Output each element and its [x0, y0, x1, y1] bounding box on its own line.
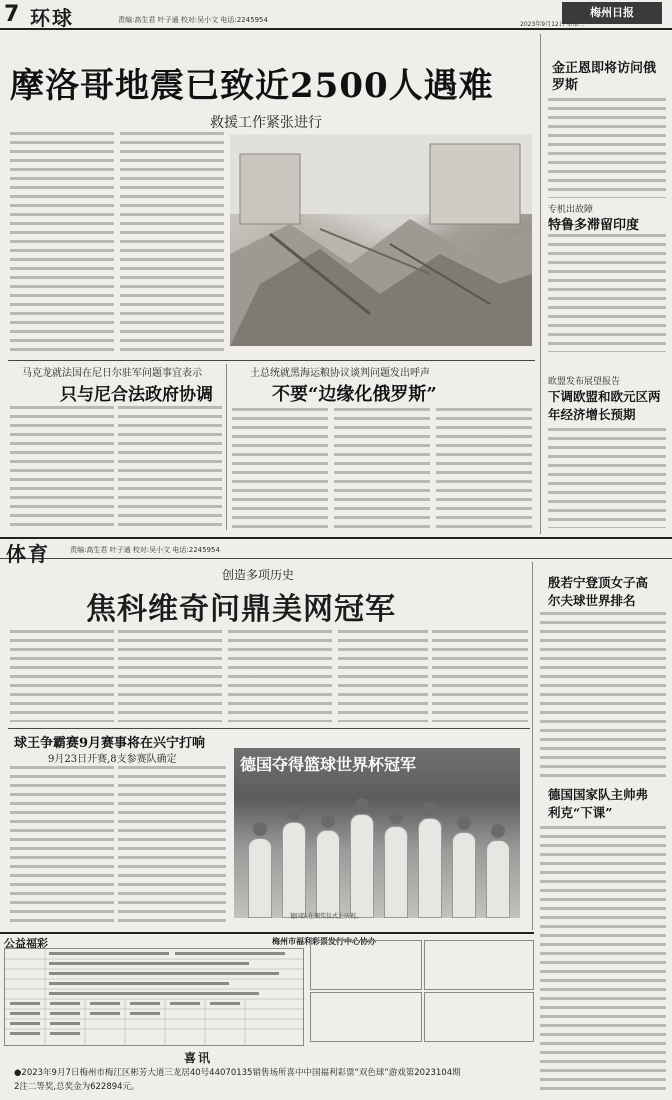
basketball-photo-banner: 德国夺得篮球世界杯冠军 [240, 755, 417, 774]
mid-left-kicker: 马克龙就法国在尼日尔驻军问题事宜表示 [22, 368, 202, 379]
mid-left-title: 只与尼合法政府协调 [60, 385, 213, 405]
right-article-3-title: 下调欧盟和欧元区两年经济增长预期 [548, 389, 661, 422]
good-news-text: ●2023年9月7日梅州市梅江区彬芳大道三龙居40号44070135销售场所喜中中国福利彩票“双色球”游戏第2023104期2注二等奖,总奖金为622894元。 [14, 1068, 461, 1092]
sports-text5 [432, 630, 528, 722]
rubble-illustration [230, 134, 532, 346]
mid-right-text3 [436, 408, 532, 528]
right-article-3-kicker: 欧盟发布展望报告 [548, 377, 621, 387]
sports-sub1-text2 [118, 766, 226, 924]
sports-kicker: 创造多项历史 [222, 568, 295, 582]
sports-sub1-subtitle: 9月23日开赛,8支参赛队确定 [48, 754, 177, 765]
mid-right-text2 [334, 408, 430, 528]
mid-right-kicker: 土总统就黑海运粮协议谈判问题发出呼声 [250, 368, 430, 379]
right-article-2-kicker: 专机出故障 [548, 205, 594, 215]
editors-line: 责编:高生君 叶子通 校对:吴小文 电话:2245954 [118, 16, 268, 24]
sports-right1-title: 殷若宁登顶女子高尔夫球世界排名 [548, 575, 649, 608]
lottery-subtitle: 梅州市福利彩票发行中心协办 [272, 937, 376, 946]
good-news-title: 喜讯 [184, 1051, 213, 1065]
page-number: 7 [4, 2, 20, 27]
earthquake-photo [230, 134, 532, 346]
dateline: 2023年9月12日 星期二 [520, 21, 585, 28]
sports-right2-title: 德国国家队主帅弗利克“下课” [548, 787, 649, 820]
lottery-title: 公益福彩 [4, 937, 48, 950]
lottery-results-table [4, 948, 304, 1046]
sports-editors-line: 责编:高生君 叶子通 校对:吴小文 电话:2245954 [70, 546, 220, 554]
mid-left-text1 [10, 406, 114, 528]
right-article-2-text [548, 234, 666, 352]
lead-subhead: 救援工作紧张进行 [210, 115, 322, 131]
lottery-box-2 [424, 940, 534, 990]
section-name: 环球 [30, 6, 74, 30]
page-header [0, 0, 672, 30]
sports-text3 [228, 630, 332, 722]
mid-right-text1 [232, 408, 328, 528]
sports-right2-text [540, 826, 666, 1096]
lead-headline: 摩洛哥地震已致近2500人遇难 [10, 66, 494, 106]
lottery-box-3 [310, 992, 422, 1042]
sports-sub1-title: 球王争霸赛9月赛事将在兴宁打响 [14, 736, 206, 751]
lottery-box-4 [424, 992, 534, 1042]
right-article-2-title: 特鲁多滞留印度 [548, 218, 640, 233]
masthead-logo: 梅州日报 [562, 2, 662, 24]
mid-right-title: 不要“边缘化俄罗斯” [272, 384, 437, 405]
lottery-table-grid [5, 949, 303, 1045]
basketball-photo-caption: 德国队在颁奖仪式上庆祝。 [290, 913, 363, 920]
sports-header [0, 537, 672, 566]
lead-text-col2 [120, 132, 224, 352]
right-article-1-title: 金正恩即将访问俄罗斯 [552, 61, 657, 93]
sports-sub1-text1 [10, 766, 114, 924]
sports-text4 [338, 630, 428, 722]
sports-section-name: 体育 [6, 542, 50, 566]
sports-right1-text [540, 612, 666, 782]
lead-text-col1 [10, 132, 114, 352]
lottery-box-1 [310, 940, 422, 990]
sports-text2 [118, 630, 222, 722]
mid-left-text2 [118, 406, 222, 528]
right-article-1-text [548, 98, 666, 198]
sports-headline: 焦科维奇问鼎美网冠军 [86, 592, 396, 627]
right-article-3-text [548, 428, 666, 528]
sports-text1 [10, 630, 114, 722]
